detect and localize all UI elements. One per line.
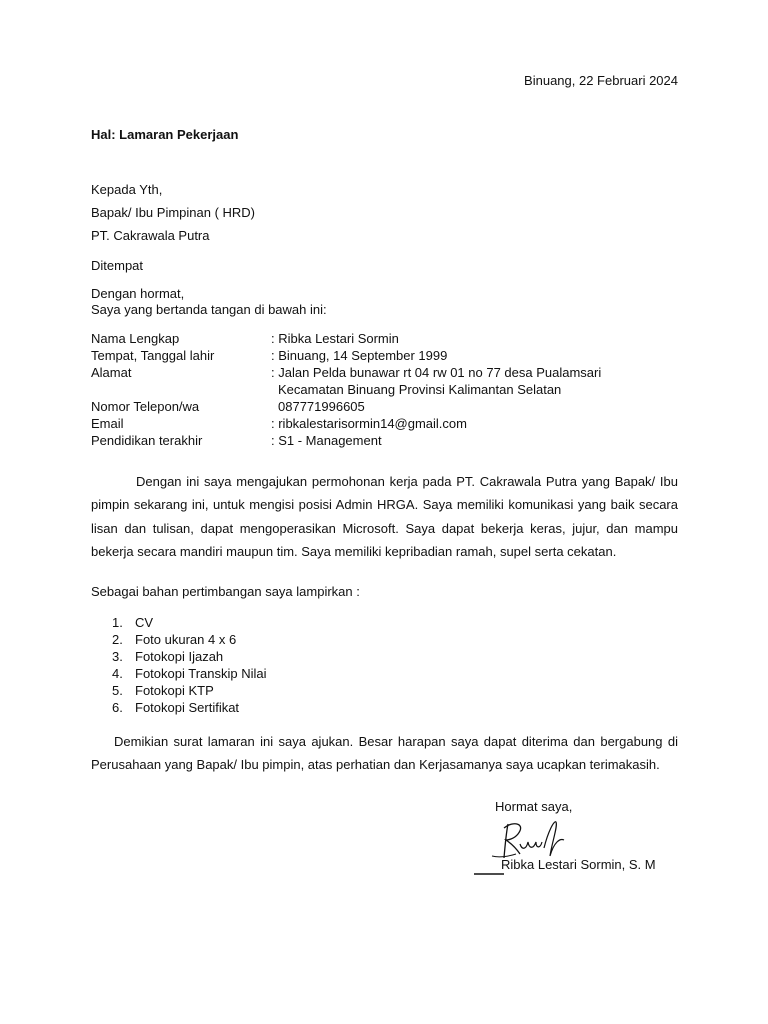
signer-name: Ribka Lestari Sormin, S. M xyxy=(501,857,656,872)
body-paragraph-text: Dengan ini saya mengajukan permohonan kerja pada PT. Cakrawala Putra yang Bapak/ Ibu pimpin sekarang ini, untuk mengisi posisi Admin HRGA. Saya memiliki komunikasi yang baik secara lisan dan tulisan, dapat mengoperasikan Microsoft. Saya dapat bekerja keras, jujur, dan mampu bekerja secara mandiri maupun tim. Saya memiliki kepribadian ramah, supel serta cekatan. xyxy=(91,474,678,559)
letter-subject: Hal: Lamaran Pekerjaan xyxy=(91,127,239,142)
closing-paragraph xyxy=(91,730,678,777)
list-text: Fotokopi Transkip Nilai xyxy=(135,666,267,681)
list-text: Fotokopi KTP xyxy=(135,683,214,698)
field-value-email: : ribkalestarisormin14@gmail.com xyxy=(271,416,467,431)
field-label-email: Email xyxy=(91,416,124,431)
recipient-position: Bapak/ Ibu Pimpinan ( HRD) xyxy=(91,205,256,220)
intro-line: Saya yang bertanda tangan di bawah ini: xyxy=(91,302,327,317)
list-number: 4. xyxy=(112,666,123,681)
letter-date: Binuang, 22 Februari 2024 xyxy=(524,73,678,88)
list-text: Fotokopi Sertifikat xyxy=(135,700,240,715)
recipient-greeting: Kepada Yth, xyxy=(91,182,163,197)
field-value-phone: 087771996605 xyxy=(278,399,365,414)
list-number: 6. xyxy=(112,700,123,715)
list-text: CV xyxy=(135,615,154,630)
attachments-intro: Sebagai bahan pertimbangan saya lampirkan : xyxy=(91,584,360,599)
field-label-address: Alamat xyxy=(91,365,132,380)
field-value-address-line2: Kecamatan Binuang Provinsi Kalimantan Selatan xyxy=(278,382,562,397)
list-number: 1. xyxy=(112,615,123,630)
field-value-name: : Ribka Lestari Sormin xyxy=(271,331,399,346)
list-number: 5. xyxy=(112,683,123,698)
recipient-company: PT. Cakrawala Putra xyxy=(91,228,210,243)
field-label-name: Nama Lengkap xyxy=(91,331,180,346)
field-label-education: Pendidikan terakhir xyxy=(91,433,203,448)
recipient-location: Ditempat xyxy=(91,258,144,273)
list-text: Fotokopi Ijazah xyxy=(135,649,224,664)
closing-paragraph-text: Demikian surat lamaran ini saya ajukan. Besar harapan saya dapat diterima dan bergabung di Perusahaan yang Bapak/ Ibu pimpin, atas perhatian dan Kerjasamanya saya ucapkan terimakasih. xyxy=(91,734,678,773)
field-label-birth: Tempat, Tanggal lahir xyxy=(91,348,215,363)
field-value-address: : Jalan Pelda bunawar rt 04 rw 01 no 77 desa Pualamsari xyxy=(271,365,602,380)
list-text: Foto ukuran 4 x 6 xyxy=(135,632,237,647)
field-value-education: : S1 - Management xyxy=(271,433,382,448)
list-number: 2. xyxy=(112,632,123,647)
body-paragraph xyxy=(91,470,678,563)
list-number: 3. xyxy=(112,649,123,664)
closing-salutation: Hormat saya, xyxy=(495,799,573,814)
salutation: Dengan hormat, xyxy=(91,286,185,301)
field-value-birth: : Binuang, 14 September 1999 xyxy=(271,348,448,363)
field-label-phone: Nomor Telepon/wa xyxy=(91,399,200,414)
